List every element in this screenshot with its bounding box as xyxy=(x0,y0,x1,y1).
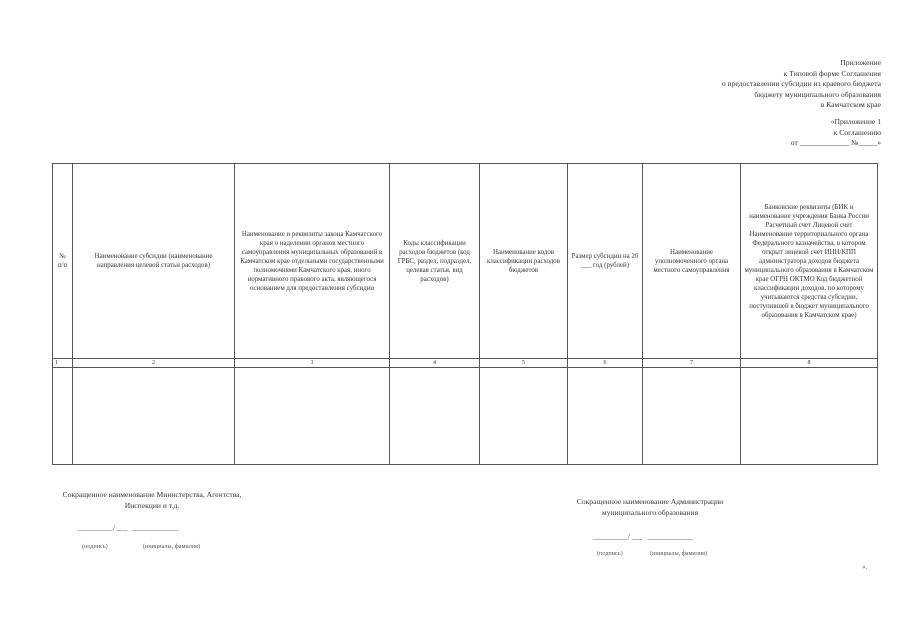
right-signature-line: __________/ ___ _____________ xyxy=(593,533,693,541)
col-header-law-requisites: Наименование и реквизиты закона Камчатского края о наделении органов местного самоуправления муниципальных образований в Камчатском крае отдельными государственными полномочиями Камчатского края, иного нормативного правового акта, являющегося основанием для предоставления субсидии xyxy=(235,164,390,359)
table-cell xyxy=(53,368,73,465)
appendix-line: от _____________ №_____» xyxy=(790,138,881,148)
right-signatory-title: Сокращенное наименование Администрации муниципального образования xyxy=(576,497,724,517)
column-number: 4 xyxy=(390,359,480,368)
header-line: в Камчатском крае xyxy=(820,100,881,110)
left-signatory-title: Сокращенное наименование Министерства, Агентства, Инспекции и т.д. xyxy=(62,490,242,510)
col-header-number: № п/п xyxy=(53,164,73,359)
left-signature-label: (подпись) xyxy=(82,543,108,550)
table-cell xyxy=(643,368,741,465)
table-cell xyxy=(390,368,480,465)
table-cell xyxy=(73,368,235,465)
appendix-line: к Соглашению xyxy=(833,127,881,137)
column-number-row xyxy=(53,359,878,368)
col-header-classification-codes: Коды классификации расходов бюджетов (код ГРБС, раздел, подраздел, целевая статья, вид расходов) xyxy=(390,164,480,359)
left-name-label: (инициалы, фамилия) xyxy=(143,543,201,550)
agreement-appendix-header xyxy=(681,117,881,149)
right-signature-label: (подпись) xyxy=(597,550,623,557)
col-header-subsidy-amount: Размер субсидии на 20 ___ год (рублей) xyxy=(568,164,643,359)
appendix-header xyxy=(581,58,881,111)
table-cell xyxy=(480,368,568,465)
column-number: 1 xyxy=(53,359,73,368)
table-header-row xyxy=(53,164,878,359)
closing-quote: ». xyxy=(862,563,868,571)
header-line: бюджету муниципального образования xyxy=(754,89,881,99)
column-number: 8 xyxy=(741,359,878,368)
table-cell xyxy=(235,368,390,465)
header-line: о предоставлении субсидии из краевого бюджета xyxy=(721,79,881,89)
table-row xyxy=(53,368,878,465)
column-number: 7 xyxy=(643,359,741,368)
appendix-line: «Приложение 1 xyxy=(830,117,881,126)
header-line: Приложение xyxy=(840,58,881,67)
col-header-bank-details: Банковские реквизиты (БИК и наименование учреждения Банка России Расчетный счет Лицевой счет Наименование территориального органа Федерального казначейства, в котором открыт лицевой счет ИНН/КПП администратора доходов бюджета муниципального образования в Камчатском крае ОГРН ОКТМО Код бюджетной классификации доходов, по которому учитываются средства субсидии, поступившей в бюджет муниципального образования в Камчатском крае) xyxy=(741,164,878,359)
col-header-code-names: Наименование кодов классификации расходов бюджетов xyxy=(480,164,568,359)
col-header-subsidy-name: Наименование субсидии (наименование направления целевой статьи расходов) xyxy=(73,164,235,359)
left-signature-line: __________/ ___ _____________ xyxy=(78,524,178,532)
col-header-authorized-body: Наименование уполномоченного органа местного самоуправления xyxy=(643,164,741,359)
subsidy-table xyxy=(52,163,878,465)
header-line: к Типовой форме Соглашения xyxy=(783,68,881,78)
table-cell xyxy=(568,368,643,465)
right-name-label: (инициалы, фамилия) xyxy=(650,550,708,557)
column-number: 6 xyxy=(568,359,643,368)
column-number: 5 xyxy=(480,359,568,368)
table-cell xyxy=(741,368,878,465)
column-number: 3 xyxy=(235,359,390,368)
column-number: 2 xyxy=(73,359,235,368)
